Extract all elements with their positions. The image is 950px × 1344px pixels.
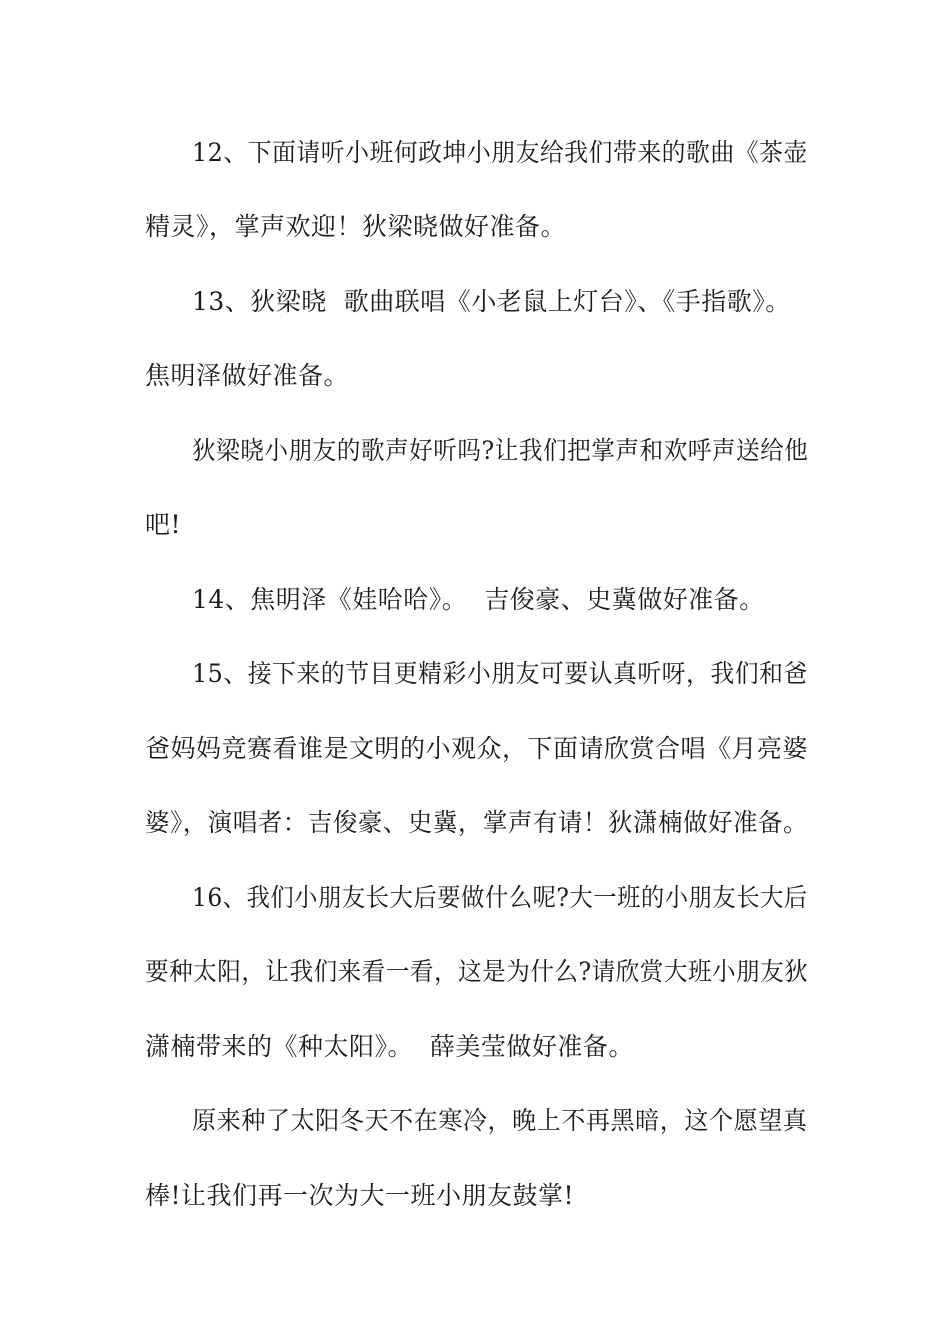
text-line: 13、狄梁晓 歌曲联唱《小老鼠上灯台》、《手指歌》。: [192, 287, 791, 316]
text-line: 精灵》，掌声欢迎！狄梁晓做好准备。: [145, 212, 567, 241]
text-line: 焦明泽做好准备。: [145, 361, 350, 390]
text-line: 狄梁晓小朋友的歌声好听吗?让我们把掌声和欢呼声送给他: [192, 436, 809, 465]
text-line: 爸妈妈竞赛看谁是文明的小观众，下面请欣赏合唱《月亮婆: [145, 734, 809, 763]
text-line: 吧!: [145, 510, 182, 539]
text-line: 要种太阳，让我们来看一看，这是为什么?请欣赏大班小朋友狄: [145, 957, 809, 986]
text-line: 原来种了太阳冬天不在寒冷，晚上不再黑暗，这个愿望真: [192, 1106, 808, 1135]
text-line: 棒!让我们再一次为大一班小朋友鼓掌!: [145, 1181, 575, 1210]
text-line: 16、我们小朋友长大后要做什么呢?大一班的小朋友长大后: [192, 883, 808, 912]
text-line: 婆》，演唱者：吉俊豪、史冀，掌声有请！狄潇楠做好准备。: [145, 808, 809, 837]
text-line: 15、接下来的节目更精彩小朋友可要认真听呀，我们和爸: [192, 659, 808, 688]
text-line: 14、焦明泽《娃哈哈》。 吉俊豪、史冀做好准备。: [192, 585, 765, 614]
text-line: 12、下面请听小班何政坤小朋友给我们带来的歌曲《茶壶: [192, 138, 808, 167]
text-line: 潇楠带来的《种太阳》。 薛美莹做好准备。: [145, 1032, 634, 1061]
